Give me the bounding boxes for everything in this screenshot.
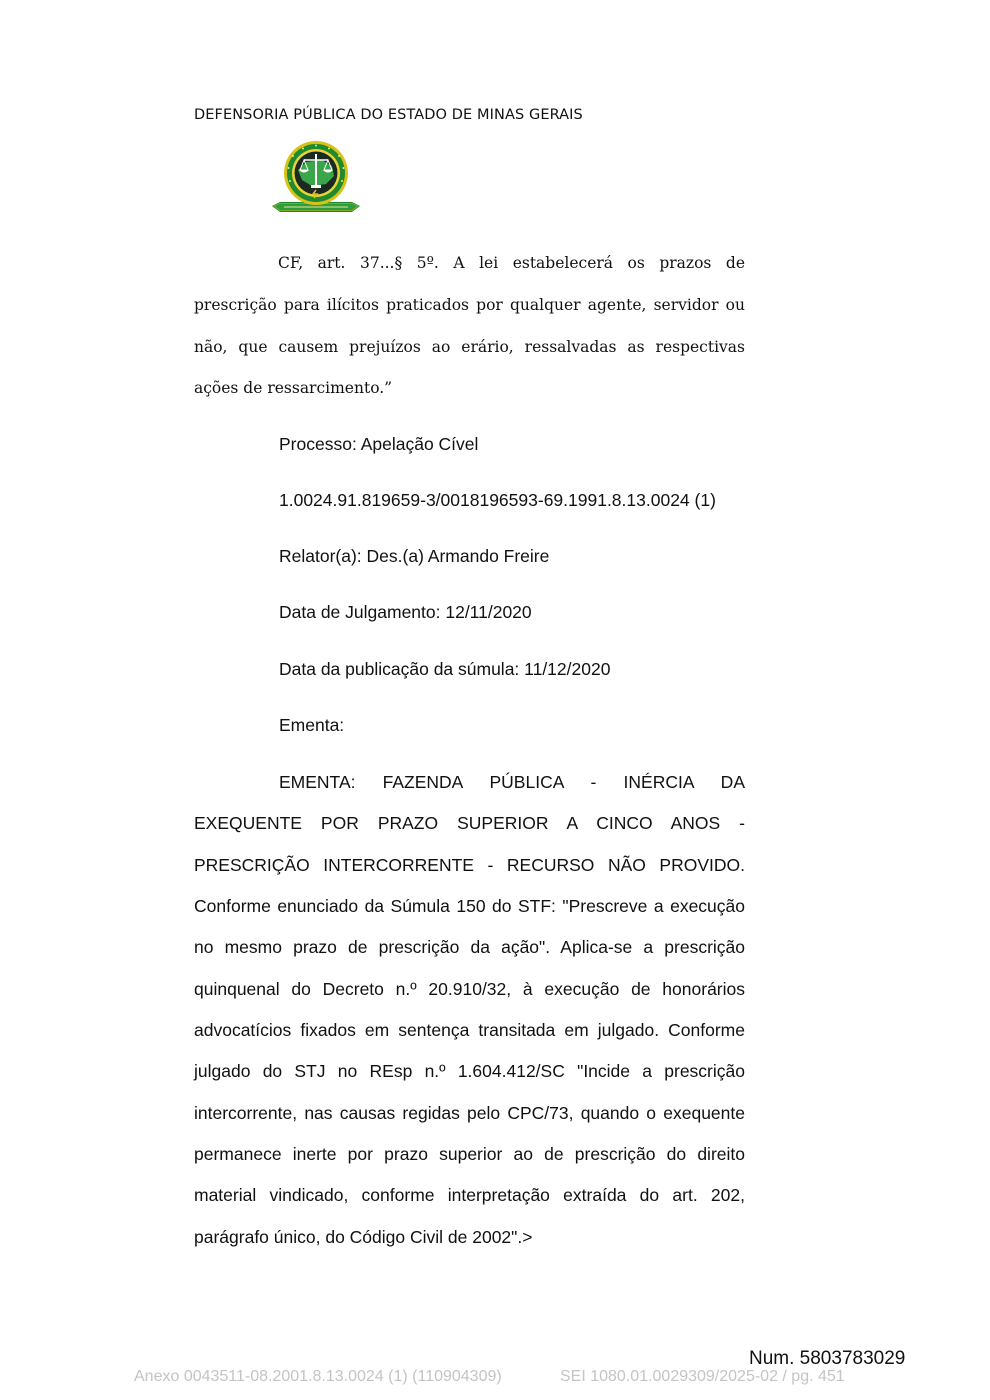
- dpmg-seal-emblem: [270, 140, 362, 220]
- publicacao-date: Data da publicação da súmula: 11/12/2020: [279, 659, 611, 679]
- constitution-quote: CF, art. 37...§ 5º. A lei estabelecerá os prazos de prescrição para ilícitos praticados por qualquer agente, servidor ou não, que causem prejuízos ao erário, ressalvadas as respectivas ações de ressarcimento.”: [194, 254, 745, 398]
- ementa-text: EMENTA: FAZENDA PÚBLICA - INÉRCIA DA EXEQUENTE POR PRAZO SUPERIOR A CINCO ANOS - PRESCRIÇÃO INTERCORRENTE - RECURSO NÃO PROVIDO. Conforme enunciado da Súmula 150 do STF: "Prescreve a execução no mesmo prazo de prescrição da ação". Aplica-se a prescrição quinquenal do Decreto n.º 20.910/32, à execução de honorários advocatícios fixados em sentença transitada em julgado. Conforme julgado do STJ no REsp n.º 1.604.412/SC "Incide a prescrição intercorrente, nas causas regidas pelo CPC/73, quando o exequente permanece inerte por prazo superior ao de prescrição do direito material vindicado, conforme interpretação extraída do art. 202, parágrafo único, do Código Civil de 2002".>: [194, 772, 745, 1247]
- document-number: Num. 5803783029: [749, 1348, 906, 1369]
- processo-number: 1.0024.91.819659-3/0018196593-69.1991.8.13.0024 (1): [279, 490, 716, 510]
- sei-reference: SEI 1080.01.0029309/2025-02 / pg. 451: [560, 1368, 845, 1385]
- relator-line: Relator(a): Des.(a) Armando Freire: [279, 546, 550, 566]
- annex-reference: Anexo 0043511-08.2001.8.13.0024 (1) (110904309): [134, 1368, 502, 1385]
- ementa-label: Ementa:: [279, 715, 345, 735]
- julgamento-date: Data de Julgamento: 12/11/2020: [279, 602, 532, 622]
- institution-header: DEFENSORIA PÚBLICA DO ESTADO DE MINAS GERAIS: [194, 107, 583, 123]
- processo-line: Processo: Apelação Cível: [279, 434, 479, 454]
